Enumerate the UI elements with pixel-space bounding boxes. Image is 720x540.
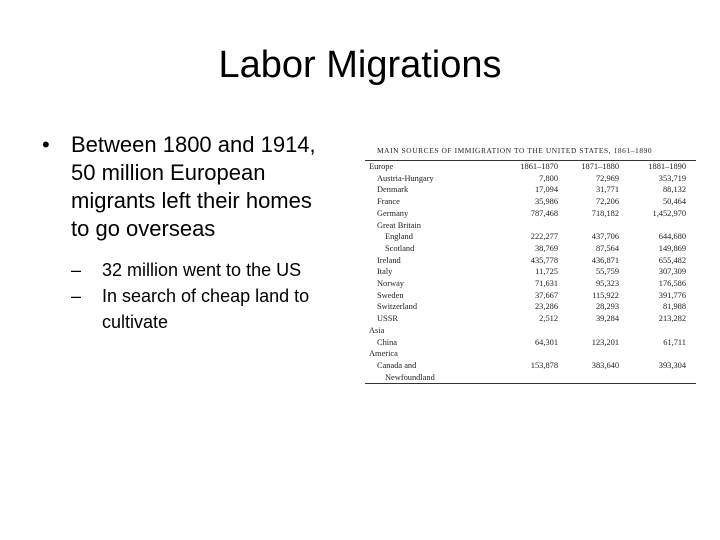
table-row: [365, 290, 696, 302]
row-value: [558, 372, 619, 384]
row-label: Great Britain: [377, 220, 421, 230]
row-label: Switzerland: [377, 302, 418, 312]
bullet-list: [42, 131, 362, 335]
sub-bullet-marker: –: [71, 260, 82, 280]
row-label-cell: [365, 173, 497, 185]
bullet-text: Between 1800 and 1914, 50 million European migrants left their homes to go overseas: [71, 132, 316, 241]
sub-bullet-text: 32 million went to the US: [102, 260, 302, 280]
row-label-cell: [365, 348, 497, 360]
row-value: [497, 325, 558, 337]
row-value: 353,719: [658, 173, 686, 183]
row-value: 213,282: [658, 314, 686, 324]
row-value: [619, 220, 696, 232]
row-label-cell: [365, 220, 497, 232]
row-value: 393,304: [658, 360, 686, 370]
row-value: 176,586: [658, 279, 686, 289]
row-value: 307,309: [658, 267, 686, 277]
row-label-cell: [365, 196, 497, 208]
row-value: 35,986: [534, 197, 558, 207]
table-row: [365, 243, 696, 255]
column-header: 1871–1880: [581, 162, 619, 171]
row-label: Asia: [369, 325, 385, 335]
row-value: 2,512: [539, 314, 558, 324]
table-row: [365, 196, 696, 208]
column-header: 1861–1870: [520, 162, 558, 171]
row-value: 37,667: [534, 290, 558, 300]
table-row: [365, 208, 696, 220]
table-row: [365, 278, 696, 290]
table-row: [365, 301, 696, 313]
row-label: USSR: [377, 314, 398, 324]
row-value: 17,094: [534, 185, 558, 195]
row-value: 55,759: [595, 267, 619, 277]
row-label-cell: [365, 278, 497, 290]
bullet-marker: •: [42, 132, 50, 157]
region-row: [365, 325, 696, 337]
row-value: 391,776: [658, 290, 686, 300]
table-row: [365, 360, 696, 372]
sub-bullet-marker: –: [71, 286, 82, 306]
row-value: 383,640: [591, 360, 619, 370]
row-value: 655,482: [658, 255, 686, 265]
row-label: Newfoundland: [385, 372, 435, 382]
table-row: [365, 220, 696, 232]
row-label-cell: [365, 243, 497, 255]
row-value: 88,132: [662, 185, 686, 195]
table-row: [365, 372, 696, 384]
row-label: Sweden: [377, 290, 404, 300]
row-value: 72,206: [595, 197, 619, 207]
sub-bullet-item: [71, 257, 362, 283]
row-value: 435,778: [530, 255, 558, 265]
row-value: 1,452,970: [652, 208, 686, 218]
row-label-cell: [365, 337, 497, 349]
slide-title: Labor Migrations: [218, 44, 502, 86]
row-label-cell: [365, 208, 497, 220]
row-label: Canada and: [377, 360, 417, 370]
row-label-cell: [365, 255, 497, 267]
row-value: 153,878: [530, 360, 558, 370]
sub-bullet-item: [71, 283, 362, 335]
row-value: [558, 348, 619, 360]
row-value: 28,293: [595, 302, 619, 312]
row-value: [558, 220, 619, 232]
table-row: [365, 313, 696, 325]
row-value: [619, 325, 696, 337]
row-label-cell: [365, 360, 497, 372]
row-value: 787,468: [530, 208, 558, 218]
table-row: [365, 173, 696, 185]
bullet-item: [42, 131, 362, 243]
row-value: 87,564: [595, 243, 619, 253]
row-value: [497, 348, 558, 360]
row-value: 436,871: [591, 255, 619, 265]
row-label-cell: [365, 184, 497, 196]
table-row: [365, 266, 696, 278]
row-label-cell: [365, 372, 497, 384]
row-label-cell: [365, 325, 497, 337]
table-row: [365, 337, 696, 349]
row-label: America: [369, 349, 398, 359]
row-label-cell: [365, 266, 497, 278]
table-bottom-rule: [365, 383, 696, 384]
row-value: 644,680: [658, 232, 686, 242]
row-value: 61,711: [663, 337, 686, 347]
row-value: 50,464: [662, 197, 686, 207]
row-value: 64,301: [534, 337, 558, 347]
column-header: 1881–1890: [648, 162, 686, 171]
row-value: 222,277: [530, 232, 558, 242]
row-value: [497, 220, 558, 232]
row-value: 7,800: [539, 173, 558, 183]
row-value: 81,988: [662, 302, 686, 312]
row-label: Denmark: [377, 185, 409, 195]
immigration-table-image: [365, 144, 696, 384]
row-value: 123,201: [591, 337, 619, 347]
row-value: 437,706: [591, 232, 619, 242]
row-value: 95,323: [595, 279, 619, 289]
row-label: Italy: [377, 267, 393, 277]
table-row: [365, 184, 696, 196]
row-value: 72,969: [595, 173, 619, 183]
row-value: 31,771: [595, 185, 619, 195]
row-label-cell: [365, 313, 497, 325]
row-value: 23,286: [534, 302, 558, 312]
row-value: 39,284: [595, 314, 619, 324]
row-value: [558, 325, 619, 337]
row-label-cell: [365, 290, 497, 302]
region-row: [365, 348, 696, 360]
row-label-cell: [365, 231, 497, 243]
row-value: 71,631: [534, 279, 558, 289]
sub-bullet-text: In search of cheap land to cultivate: [102, 286, 310, 332]
row-label: Ireland: [377, 255, 401, 265]
table-row: [365, 231, 696, 243]
row-label: France: [377, 197, 400, 207]
row-value: [619, 372, 696, 384]
row-label: China: [377, 337, 398, 347]
sub-bullet-list: [42, 257, 362, 335]
table-row: [365, 255, 696, 267]
row-value: 115,922: [592, 290, 619, 300]
row-value: 11,725: [535, 267, 558, 277]
row-value: 38,769: [534, 243, 558, 253]
table-caption: MAIN SOURCES OF IMMIGRATION TO THE UNITED STATES, 1861–1890: [377, 146, 653, 155]
row-label-cell: [365, 301, 497, 313]
row-label: Germany: [377, 208, 409, 218]
row-value: [497, 372, 558, 384]
row-value: [619, 348, 696, 360]
immigration-table: [365, 161, 696, 383]
row-label: England: [385, 232, 413, 242]
row-value: 149,869: [658, 243, 686, 253]
row-value: 718,182: [591, 208, 619, 218]
row-label: Scotland: [385, 243, 415, 253]
row-label: Norway: [377, 279, 404, 289]
row-label: Austria-Hungary: [377, 173, 434, 183]
region-label: Europe: [369, 162, 394, 171]
table-header-row: [365, 161, 696, 173]
